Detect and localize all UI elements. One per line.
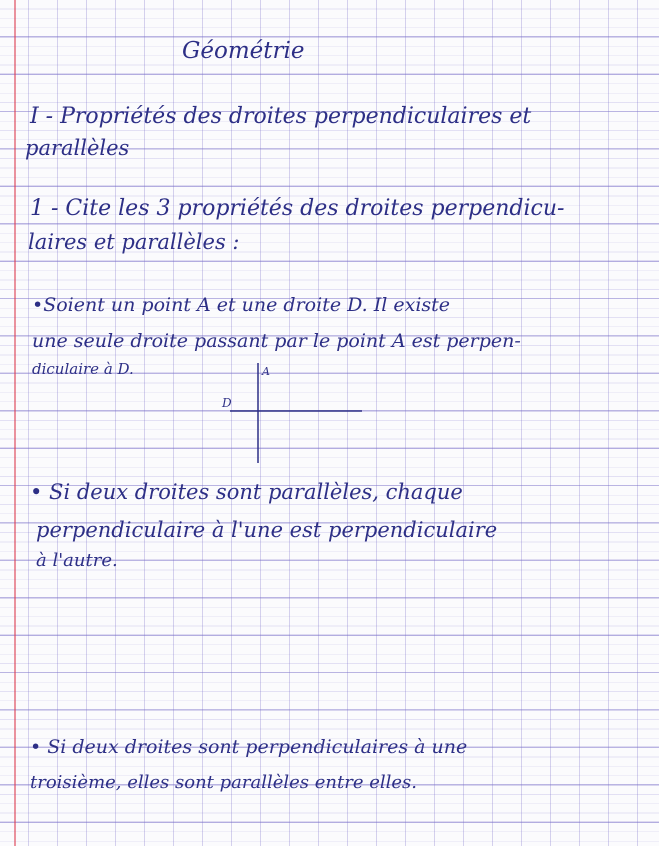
page-title: Géométrie — [182, 38, 305, 64]
property-1-line-2: une seule droite passant par le point A est perpen- — [32, 330, 521, 352]
property-2-line-2: perpendiculaire à l'une est perpendiculaire — [36, 518, 498, 542]
question-line-1: 1 - Cite les 3 propriétés des droites perpendicu- — [30, 196, 565, 221]
question-line-2: laires et parallèles : — [28, 230, 240, 254]
property-1-line-3: diculaire à D. — [32, 360, 134, 378]
section-heading-line-1: I - Propriétés des droites perpendiculaires et — [30, 104, 532, 129]
line-d-label: D — [222, 396, 232, 410]
perpendicular-diagram — [220, 355, 370, 470]
property-3-line-1: • Si deux droites sont perpendiculaires à une — [30, 736, 468, 758]
property-3-line-2: troisième, elles sont parallèles entre elles. — [30, 772, 417, 793]
property-1-line-1: •Soient un point A et une droite D. Il existe — [32, 294, 451, 316]
property-2-line-3: à l'autre. — [36, 550, 118, 571]
section-heading-line-2: parallèles — [25, 136, 130, 160]
margin-line — [14, 0, 16, 846]
point-a-label: A — [262, 365, 270, 378]
property-2-line-1: • Si deux droites sont parallèles, chaque — [30, 480, 463, 504]
